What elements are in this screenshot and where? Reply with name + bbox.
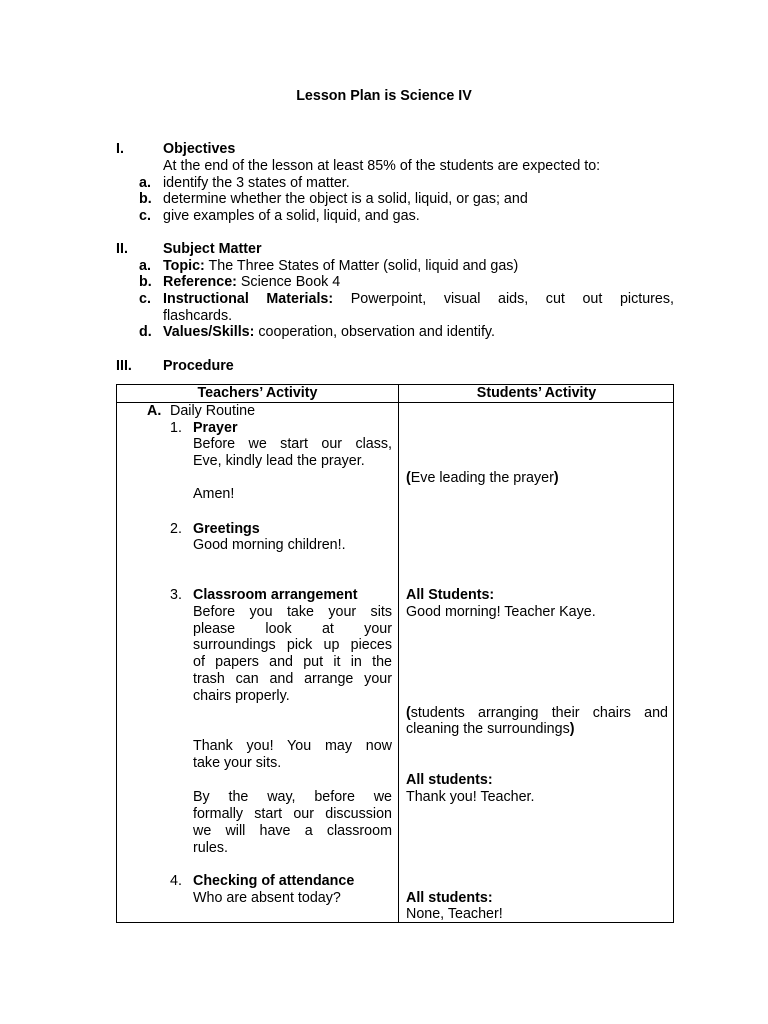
section-heading-subject-matter: Subject Matter <box>163 241 262 257</box>
subject-item-label: Topic: <box>163 258 205 274</box>
student-action-prayer <box>406 470 559 487</box>
teacher-line: formally start our discussion <box>193 806 392 822</box>
subject-item-values <box>163 324 495 341</box>
attendance-title: Checking of attendance <box>193 873 355 889</box>
teacher-line: we will have a classroom <box>193 823 392 839</box>
paren-open: ( <box>406 705 411 721</box>
student-action-text: cleaning the surroundings <box>406 721 570 737</box>
teacher-line: Before you take your sits <box>193 604 392 620</box>
subject-item-reference <box>163 274 340 291</box>
student-reply: None, Teacher! <box>406 906 503 922</box>
item-number: 4. <box>170 873 182 889</box>
subject-item-value: cooperation, observation and identify. <box>258 324 495 340</box>
paren-close: ) <box>553 470 559 486</box>
subject-item-value: Science Book 4 <box>240 274 341 290</box>
subject-letter: c. <box>139 291 151 307</box>
table-column-divider <box>398 384 399 923</box>
subject-item-value: The Three States of Matter (solid, liquid and gas) <box>208 258 519 274</box>
student-action-text: students arranging their chairs and <box>410 705 668 721</box>
student-action-text: Eve leading the prayer <box>410 470 554 486</box>
section-title: Daily Routine <box>170 403 256 419</box>
teacher-line: rules. <box>193 840 228 856</box>
subject-item-label: Reference: <box>163 274 237 290</box>
teacher-line: By the way, before we <box>193 789 392 805</box>
section-number-objectives: I. <box>116 141 124 157</box>
teacher-line: Thank you! You may now <box>193 738 392 754</box>
student-action-line <box>406 705 668 722</box>
arrangement-title: Classroom arrangement <box>193 587 358 603</box>
subject-item-value: Powerpoint, visual aids, cut out pictures, <box>350 291 674 307</box>
student-action-line <box>406 721 575 738</box>
section-letter: A. <box>147 403 162 419</box>
teacher-line: surroundings pick up pieces <box>193 637 392 653</box>
subject-item-label: Instructional Materials: <box>163 291 334 307</box>
table-header-teacher: Teachers’ Activity <box>197 385 318 401</box>
teacher-line: take your sits. <box>193 755 282 771</box>
section-heading-objectives: Objectives <box>163 141 236 157</box>
section-number-procedure: III. <box>116 358 132 374</box>
objective-item: determine whether the object is a solid, liquid, or gas; and <box>163 191 528 207</box>
objective-letter: c. <box>139 208 151 224</box>
student-label: All students: <box>406 890 493 906</box>
item-number: 1. <box>170 420 182 436</box>
student-label: All Students: <box>406 587 495 603</box>
student-label: All students: <box>406 772 493 788</box>
subject-item-materials <box>163 291 674 308</box>
teacher-line: Who are absent today? <box>193 890 341 906</box>
subject-item-materials-cont: flashcards. <box>163 308 233 324</box>
teacher-line: of papers and put it in the <box>193 654 392 670</box>
student-reply: Thank you! Teacher. <box>406 789 535 805</box>
subject-item-topic <box>163 258 518 275</box>
section-number-subject-matter: II. <box>116 241 128 257</box>
objective-letter: a. <box>139 175 151 191</box>
subject-letter: b. <box>139 274 152 290</box>
subject-item-label: Values/Skills: <box>163 324 255 340</box>
objective-item: identify the 3 states of matter. <box>163 175 350 191</box>
item-number: 3. <box>170 587 182 603</box>
teacher-line: Eve, kindly lead the prayer. <box>193 453 365 469</box>
subject-letter: d. <box>139 324 152 340</box>
section-heading-procedure: Procedure <box>163 358 234 374</box>
teacher-line: please look at your <box>193 621 392 637</box>
paren-close: ) <box>569 721 575 737</box>
objectives-intro: At the end of the lesson at least 85% of the students are expected to: <box>163 158 601 174</box>
subject-letter: a. <box>139 258 151 274</box>
teacher-line: Amen! <box>193 486 235 502</box>
student-reply: Good morning! Teacher Kaye. <box>406 604 596 620</box>
document-title: Lesson Plan is Science IV <box>296 88 472 104</box>
teacher-line: trash can and arrange your <box>193 671 392 687</box>
teacher-line: chairs properly. <box>193 688 290 704</box>
objective-letter: b. <box>139 191 152 207</box>
table-header-student: Students’ Activity <box>476 385 597 401</box>
prayer-title: Prayer <box>193 420 238 436</box>
item-number: 2. <box>170 521 182 537</box>
teacher-line: Before we start our class, <box>193 436 392 452</box>
objective-item: give examples of a solid, liquid, and gas. <box>163 208 420 224</box>
teacher-line: Good morning children!. <box>193 537 346 553</box>
paren-open: ( <box>406 470 411 486</box>
greetings-title: Greetings <box>193 521 260 537</box>
